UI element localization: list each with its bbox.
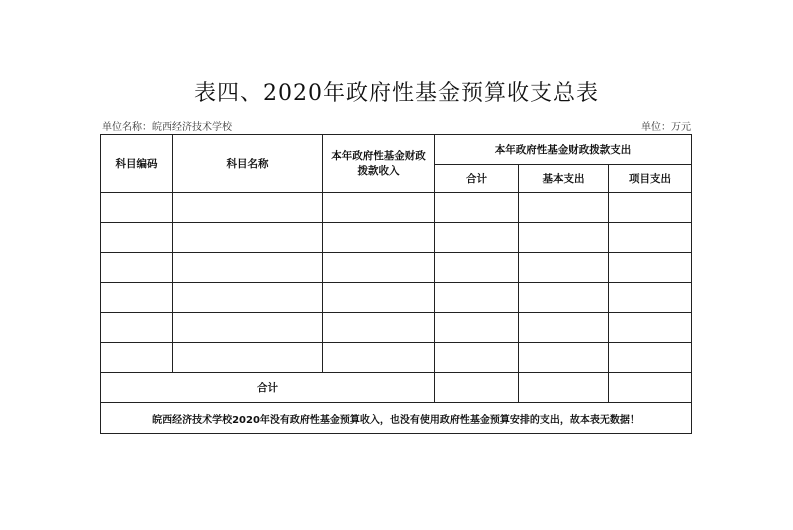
unit-org-label: 单位名称：皖西经济技术学校 [102, 122, 232, 133]
table-cell [173, 253, 323, 283]
table-cell [435, 283, 519, 313]
sum-row [101, 373, 692, 403]
table-cell [519, 313, 609, 343]
note-text: 皖西经济技术学校2020年没有政府性基金预算收入，也没有使用政府性基金预算安排的支出，故本表无数据！ [101, 403, 692, 434]
budget-table [100, 134, 692, 434]
table-row [101, 253, 692, 283]
table-cell [519, 223, 609, 253]
header-expense-group: 本年政府性基金财政拨款支出 [435, 135, 692, 165]
table-cell [323, 313, 435, 343]
table-cell [519, 193, 609, 223]
table-cell [435, 193, 519, 223]
table-cell [101, 343, 173, 373]
table-cell [173, 193, 323, 223]
table-cell [435, 313, 519, 343]
sum-basic-cell [519, 373, 609, 403]
sum-total-cell [435, 373, 519, 403]
table-row [101, 283, 692, 313]
table-cell [323, 223, 435, 253]
table-cell [323, 283, 435, 313]
table-cell [173, 313, 323, 343]
table-cell [609, 283, 692, 313]
table-cell [519, 253, 609, 283]
table-cell [101, 193, 173, 223]
table-row [101, 313, 692, 343]
table-cell [609, 223, 692, 253]
header-code: 科目编码 [101, 135, 173, 193]
header-project: 项目支出 [609, 165, 692, 193]
table-row [101, 193, 692, 223]
table-cell [609, 313, 692, 343]
table-cell [609, 193, 692, 223]
table-cell [101, 283, 173, 313]
table-cell [435, 223, 519, 253]
table-cell [101, 223, 173, 253]
header-basic: 基本支出 [519, 165, 609, 193]
table-cell [173, 223, 323, 253]
table-cell [519, 343, 609, 373]
header-income: 本年政府性基金财政拨款收入 [323, 135, 435, 193]
table-cell [101, 313, 173, 343]
table-cell [435, 253, 519, 283]
unit-amount-label: 单位：万元 [641, 122, 691, 133]
table-cell [173, 343, 323, 373]
note-row [101, 403, 692, 434]
table-row [101, 223, 692, 253]
table-cell [609, 343, 692, 373]
table-cell [323, 193, 435, 223]
table-cell [173, 283, 323, 313]
header-name: 科目名称 [173, 135, 323, 193]
table-cell [101, 253, 173, 283]
sum-label: 合计 [101, 373, 435, 403]
header-total: 合计 [435, 165, 519, 193]
table-cell [609, 253, 692, 283]
sum-project-cell [609, 373, 692, 403]
table-cell [323, 253, 435, 283]
table-row [101, 343, 692, 373]
table-cell [435, 343, 519, 373]
page-title: 表四、2020年政府性基金预算收支总表 [194, 81, 599, 106]
table-cell [323, 343, 435, 373]
table-cell [519, 283, 609, 313]
